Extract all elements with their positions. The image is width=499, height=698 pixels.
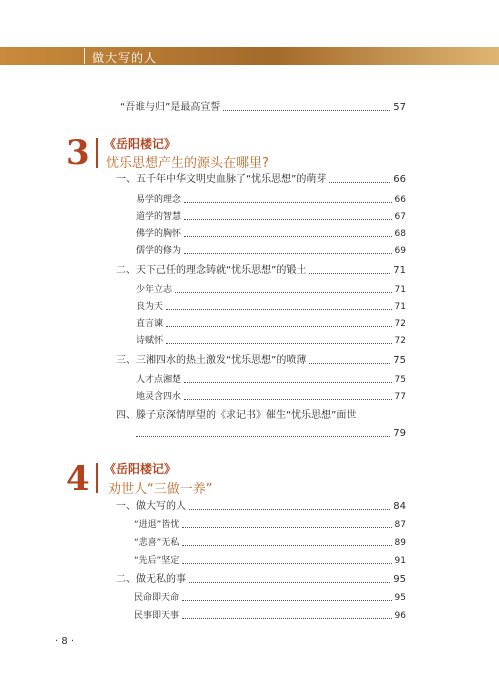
leader-dots xyxy=(184,236,392,237)
toc-entry-label: 佛学的胸怀 xyxy=(136,229,182,239)
chapter-4-bar xyxy=(96,463,98,493)
toc-entry-page: 95 xyxy=(393,574,406,585)
toc-entry[interactable] xyxy=(136,192,406,206)
chapter-3-book-title: 《岳阳楼记》 xyxy=(104,137,177,151)
leader-dots xyxy=(189,509,390,510)
toc-entry-page: 71 xyxy=(394,285,406,295)
chapter-3-title: 忧乐思想产生的源头在哪里? xyxy=(106,156,269,171)
toc-entry-page: 68 xyxy=(394,229,406,239)
leader-dots xyxy=(136,436,390,437)
toc-entry-page: 84 xyxy=(393,501,406,512)
toc-entry-label: 直言谏 xyxy=(136,319,164,329)
leader-dots xyxy=(175,292,392,293)
toc-entry-label: 一、五千年中华文明史血脉了“忧乐思想”的萌芽 xyxy=(116,174,327,185)
leader-dots xyxy=(184,219,392,220)
chapter-4-number: 4 xyxy=(66,459,90,499)
toc-entry-label: 道学的智慧 xyxy=(136,212,182,222)
toc-entry-page: 57 xyxy=(393,102,406,113)
leader-dots xyxy=(182,527,391,528)
toc-entry-page: 71 xyxy=(394,302,406,312)
toc-entry-label: “悲喜”无私 xyxy=(134,538,180,548)
toc-entry-label: 少年立志 xyxy=(136,285,173,295)
toc-entry-label: 地灵含四水 xyxy=(136,392,182,402)
toc-entry[interactable] xyxy=(116,263,406,277)
leader-dots xyxy=(309,273,390,274)
toc-entry[interactable] xyxy=(120,100,406,114)
toc-entry-label: “进退”皆忧 xyxy=(134,520,180,530)
toc-entry-continuation[interactable] xyxy=(136,426,406,440)
toc-entry-label: “先后”坚定 xyxy=(134,556,180,566)
toc-entry[interactable] xyxy=(116,408,406,422)
toc-entry[interactable] xyxy=(136,299,406,313)
header-separator xyxy=(84,48,85,64)
leader-dots xyxy=(189,582,390,583)
toc-entry-label: 二、做无私的事 xyxy=(116,574,186,585)
toc-entry-page: 66 xyxy=(393,174,406,185)
toc-entry-label: 二、天下己任的理念铸就“忧乐思想”的锻土 xyxy=(116,265,307,276)
toc-entry[interactable] xyxy=(136,209,406,223)
chapter-3-number: 3 xyxy=(66,133,90,173)
toc-entry[interactable] xyxy=(134,590,406,604)
toc-entry-label: 一、做大写的人 xyxy=(116,501,186,512)
toc-entry[interactable] xyxy=(136,243,406,257)
toc-entry-page: 69 xyxy=(394,246,406,256)
toc-entry-page: 71 xyxy=(393,265,406,276)
header-band xyxy=(0,47,499,65)
toc-entry[interactable] xyxy=(116,353,406,367)
toc-entry-label: 人才点湘楚 xyxy=(136,375,182,385)
toc-entry-page: 72 xyxy=(394,319,406,329)
toc-entry[interactable] xyxy=(136,333,406,347)
toc-entry[interactable] xyxy=(136,226,406,240)
chapter-4-title: 劝世人“三做一养” xyxy=(108,482,213,497)
toc-entry-page: 75 xyxy=(394,375,406,385)
toc-entry-page: 89 xyxy=(394,538,406,548)
toc-entry-page: 96 xyxy=(394,611,406,621)
toc-entry[interactable] xyxy=(136,316,406,330)
toc-entry[interactable] xyxy=(136,389,406,403)
toc-entry[interactable] xyxy=(116,172,406,186)
toc-entry-page: 91 xyxy=(394,556,406,566)
toc-entry-label: 民事即天事 xyxy=(134,611,180,621)
toc-entry-label: 民命即天命 xyxy=(134,593,180,603)
page-number: · 8 · xyxy=(55,636,75,647)
leader-dots xyxy=(166,326,392,327)
toc-entry-page: 75 xyxy=(393,355,406,366)
leader-dots xyxy=(184,202,392,203)
toc-entry[interactable] xyxy=(134,517,406,531)
toc-entry-label: 良为天 xyxy=(136,302,164,312)
toc-entry-label: 易学的理念 xyxy=(136,195,182,205)
toc-entry-page: 95 xyxy=(394,593,406,603)
toc-entry[interactable] xyxy=(116,572,406,586)
leader-dots xyxy=(184,399,392,400)
leader-dots xyxy=(329,182,390,183)
toc-entry[interactable] xyxy=(134,608,406,622)
leader-dots xyxy=(223,110,390,111)
leader-dots xyxy=(309,363,390,364)
leader-dots xyxy=(182,563,391,564)
leader-dots xyxy=(184,382,392,383)
chapter-3-bar xyxy=(96,138,98,168)
leader-dots xyxy=(182,600,392,601)
chapter-4-book-title: 《岳阳楼记》 xyxy=(104,462,177,476)
toc-entry-label: 三、三湘四水的热土激发“忧乐思想”的喷薄 xyxy=(116,355,307,366)
toc-entry-label: 儒学的修为 xyxy=(136,246,182,256)
toc-entry-page: 87 xyxy=(394,520,406,530)
toc-entry-page: 66 xyxy=(394,195,406,205)
running-header-title: 做大写的人 xyxy=(92,51,158,65)
leader-dots xyxy=(182,545,391,546)
leader-dots xyxy=(182,618,392,619)
toc-entry[interactable] xyxy=(116,499,406,513)
leader-dots xyxy=(184,253,392,254)
toc-entry[interactable] xyxy=(134,535,406,549)
toc-entry-page: 72 xyxy=(394,336,406,346)
toc-entry[interactable] xyxy=(136,282,406,296)
toc-entry-label: “吾谁与归”是最高宣誓 xyxy=(120,102,221,113)
toc-entry-page: 77 xyxy=(394,392,406,402)
toc-entry[interactable] xyxy=(136,372,406,386)
toc-entry-page: 79 xyxy=(393,428,406,439)
toc-entry-label: 诗赋怀 xyxy=(136,336,164,346)
toc-entry-label: 四、滕子京深情厚望的《求记书》催生“忧乐思想”面世 xyxy=(116,410,357,421)
leader-dots xyxy=(166,309,392,310)
toc-entry[interactable] xyxy=(134,553,406,567)
leader-dots xyxy=(166,343,392,344)
toc-entry-page: 67 xyxy=(394,212,406,222)
